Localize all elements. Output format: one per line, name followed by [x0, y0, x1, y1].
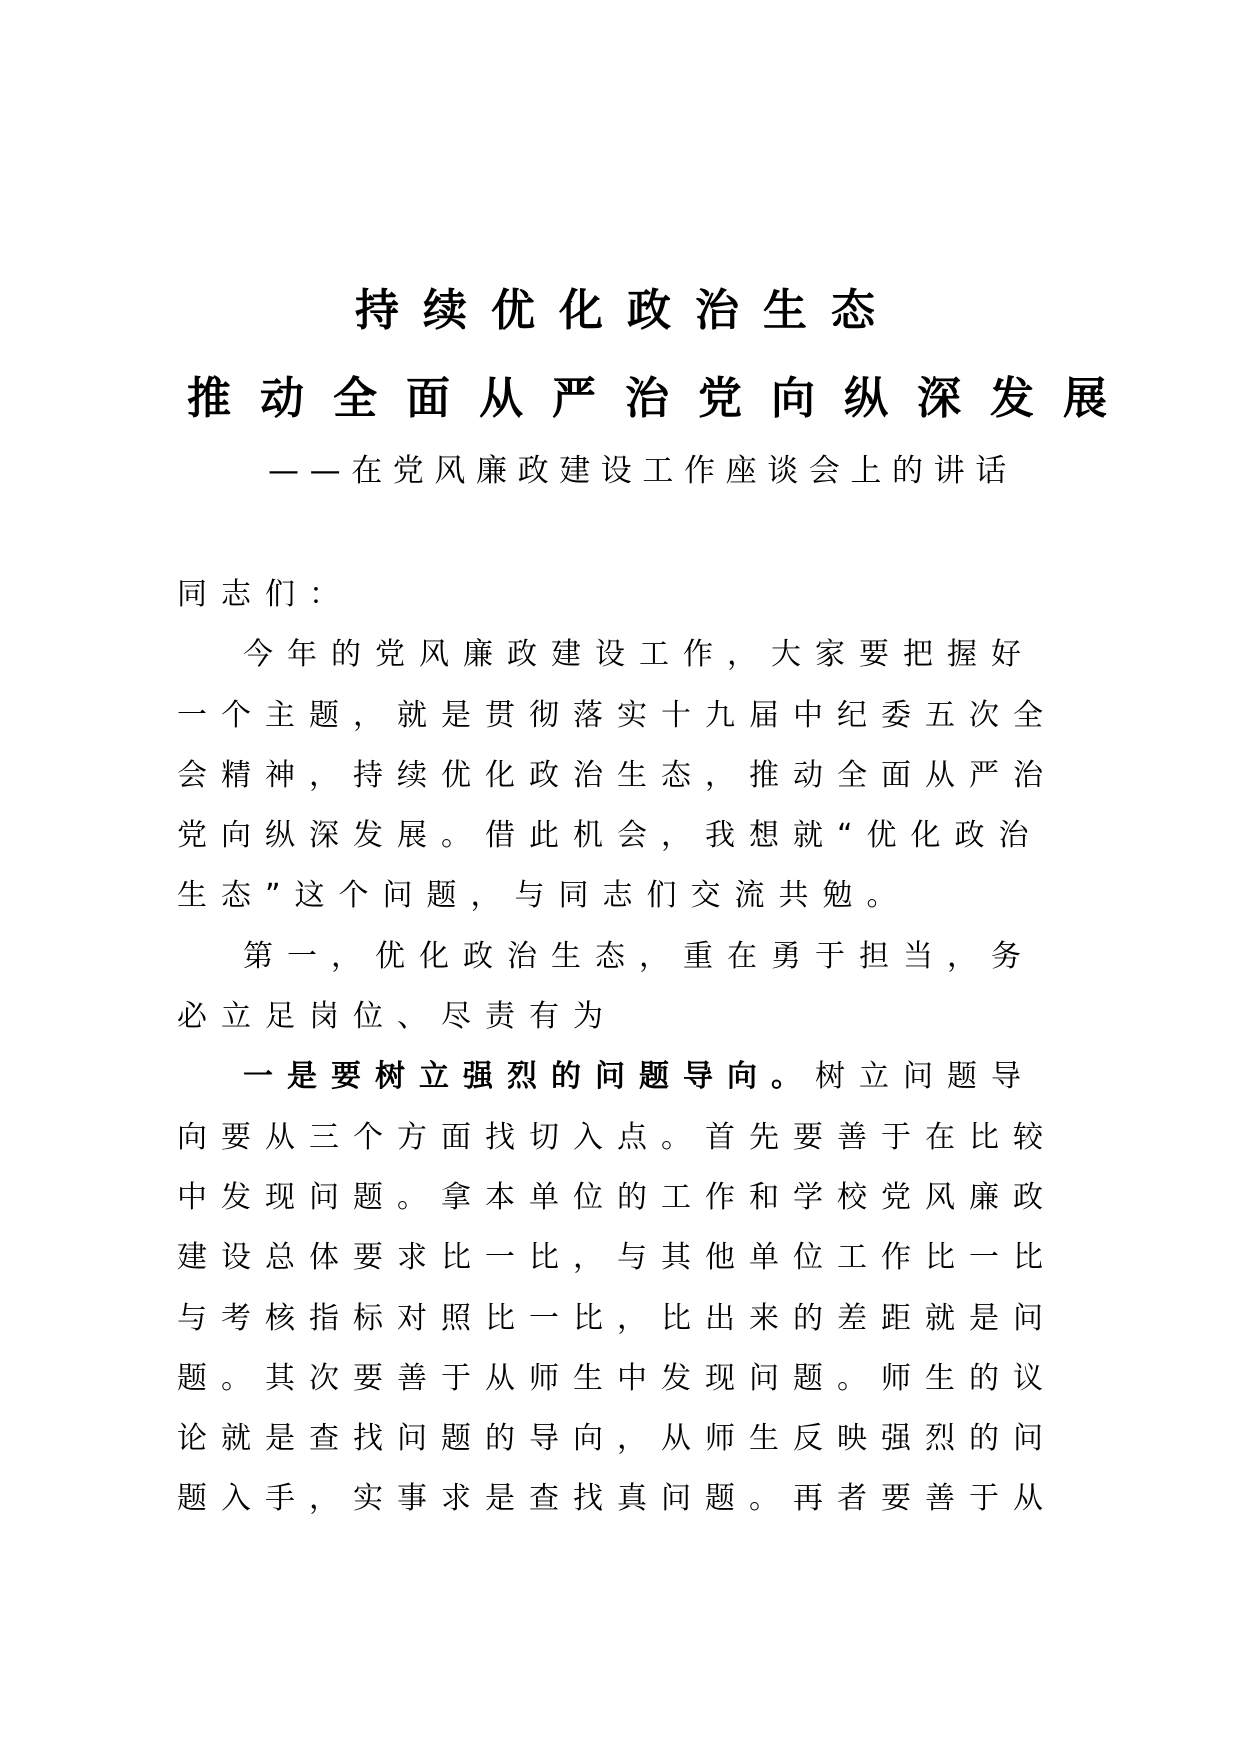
paragraph-line: 一个主题，就是贯彻落实十九届中纪委五次全: [177, 697, 1057, 733]
speech-body: [177, 565, 1077, 1530]
section-heading-line: 第一，优化政治生态，重在勇于担当，务: [243, 938, 1035, 974]
subtitle: ——在党风廉政建设工作座谈会上的讲话: [268, 453, 1017, 489]
paragraph-line: 题。其次要善于从师生中发现问题。师生的议: [177, 1360, 1057, 1396]
paragraph-line: 党向纵深发展。借此机会，我想就“优化政治: [177, 818, 1043, 854]
title-line-1: 持续优化政治生态: [355, 285, 899, 336]
paragraph-line: 论就是查找问题的导向，从师生反映强烈的问: [177, 1421, 1057, 1457]
paragraph-line: 题入手，实事求是查找真问题。再者要善于从: [177, 1481, 1057, 1517]
point-one-first-line: [177, 1047, 1077, 1107]
section-heading-line: 必立足岗位、尽责有为: [177, 999, 617, 1035]
salutation: 同志们：: [177, 577, 353, 612]
paragraph-line: 会精神，持续优化政治生态，推动全面从严治: [177, 757, 1057, 793]
paragraph-line: 今年的党风廉政建设工作，大家要把握好: [243, 637, 1035, 673]
point-one-text: 树立问题导: [815, 1059, 1035, 1095]
paragraph-line: 中发现问题。拿本单位的工作和学校党风廉政: [177, 1179, 1057, 1215]
point-one-heading: 一是要树立强烈的问题导向。: [243, 1059, 815, 1095]
paragraph-line: 建设总体要求比一比，与其他单位工作比一比: [177, 1240, 1057, 1276]
title-line-2: 推动全面从严治党向纵深发展: [187, 373, 1136, 424]
paragraph-line: 生态”这个问题，与同志们交流共勉。: [177, 878, 911, 914]
paragraph-line: 与考核指标对照比一比，比出来的差距就是问: [177, 1300, 1057, 1336]
paragraph-line: 向要从三个方面找切入点。首先要善于在比较: [177, 1119, 1057, 1155]
